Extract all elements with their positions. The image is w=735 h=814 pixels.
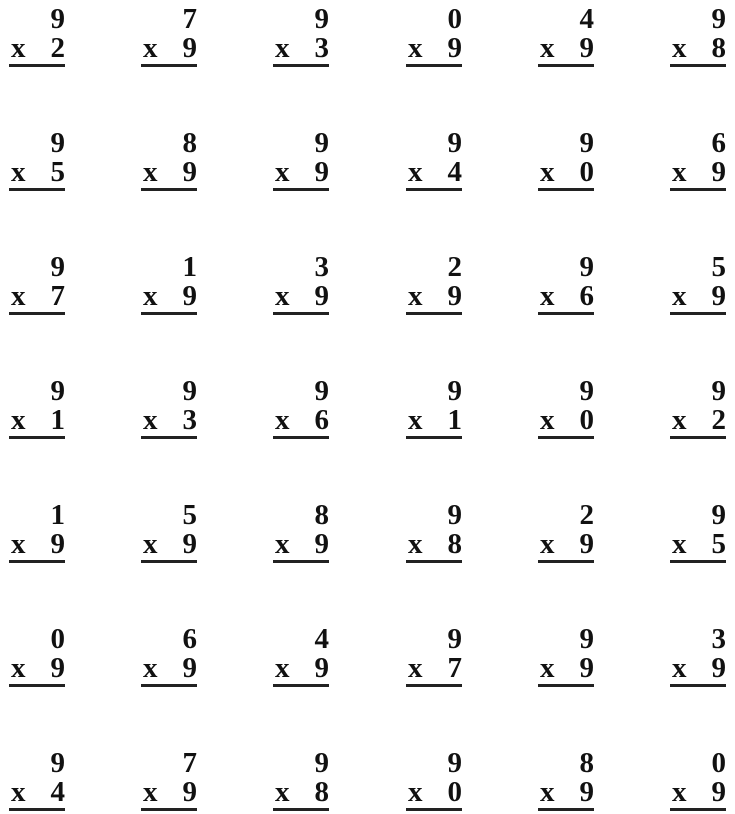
answer-line — [538, 560, 594, 563]
times-sign: x — [672, 528, 687, 560]
multiplier: 5 — [711, 528, 726, 560]
multiplier: 9 — [314, 652, 329, 684]
times-sign: x — [275, 652, 290, 684]
multiplier: 9 — [314, 528, 329, 560]
problem-r5-c3 — [273, 500, 329, 566]
times-sign: x — [11, 652, 26, 684]
multiplicand: 8 — [182, 127, 197, 159]
multiplier-line — [406, 157, 462, 187]
multiplier-line — [273, 405, 329, 435]
times-sign: x — [275, 156, 290, 188]
answer-line — [141, 188, 197, 191]
answer-line — [670, 436, 726, 439]
multiplier: 0 — [579, 404, 594, 436]
answer-line — [273, 312, 329, 315]
multiplicand: 9 — [314, 375, 329, 407]
multiplier: 9 — [711, 652, 726, 684]
multiplicand: 9 — [711, 3, 726, 35]
times-sign: x — [540, 280, 555, 312]
multiplier: 2 — [50, 32, 65, 64]
answer-line — [9, 188, 65, 191]
multiplier: 9 — [447, 32, 462, 64]
multiplier-line — [406, 281, 462, 311]
answer-line — [9, 560, 65, 563]
multiplier-line — [273, 33, 329, 63]
answer-line — [406, 312, 462, 315]
multiplicand: 9 — [579, 127, 594, 159]
times-sign: x — [275, 776, 290, 808]
multiplier-line — [9, 33, 65, 63]
problem-r3-c4 — [406, 252, 462, 318]
multiplicand: 9 — [314, 3, 329, 35]
multiplier: 4 — [447, 156, 462, 188]
problem-r2-c2 — [141, 128, 197, 194]
problem-r2-c6 — [670, 128, 726, 194]
multiplier-line — [406, 777, 462, 807]
problem-r7-c6 — [670, 748, 726, 814]
multiplicand: 0 — [711, 747, 726, 779]
answer-line — [273, 188, 329, 191]
multiplicand: 9 — [447, 375, 462, 407]
times-sign: x — [143, 528, 158, 560]
multiplier: 8 — [314, 776, 329, 808]
times-sign: x — [672, 156, 687, 188]
multiplier-line — [670, 777, 726, 807]
answer-line — [9, 436, 65, 439]
multiplier: 3 — [182, 404, 197, 436]
multiplier-line — [273, 653, 329, 683]
problem-r3-c3 — [273, 252, 329, 318]
multiplicand: 4 — [579, 3, 594, 35]
problem-r1-c5 — [538, 4, 594, 70]
multiplier: 9 — [711, 776, 726, 808]
times-sign: x — [540, 528, 555, 560]
multiplier-line — [9, 653, 65, 683]
times-sign: x — [275, 404, 290, 436]
answer-line — [538, 684, 594, 687]
multiplier: 9 — [579, 528, 594, 560]
problem-r6-c6 — [670, 624, 726, 690]
times-sign: x — [672, 280, 687, 312]
multiplier-line — [538, 405, 594, 435]
multiplier: 0 — [447, 776, 462, 808]
multiplier-line — [670, 405, 726, 435]
answer-line — [273, 560, 329, 563]
multiplicand: 9 — [182, 375, 197, 407]
times-sign: x — [11, 776, 26, 808]
answer-line — [141, 684, 197, 687]
times-sign: x — [143, 280, 158, 312]
multiplicand: 4 — [314, 623, 329, 655]
answer-line — [9, 808, 65, 811]
times-sign: x — [408, 280, 423, 312]
times-sign: x — [408, 156, 423, 188]
multiplier: 9 — [182, 528, 197, 560]
multiplicand: 7 — [182, 747, 197, 779]
multiplicand: 9 — [711, 375, 726, 407]
answer-line — [670, 312, 726, 315]
answer-line — [538, 808, 594, 811]
problem-r4-c3 — [273, 376, 329, 442]
multiplicand: 9 — [579, 375, 594, 407]
multiplier: 3 — [314, 32, 329, 64]
multiplier: 8 — [711, 32, 726, 64]
times-sign: x — [408, 528, 423, 560]
multiplier: 9 — [711, 156, 726, 188]
times-sign: x — [672, 776, 687, 808]
multiplier-line — [670, 281, 726, 311]
answer-line — [406, 436, 462, 439]
multiplicand: 9 — [447, 747, 462, 779]
times-sign: x — [11, 156, 26, 188]
multiplicand: 9 — [447, 623, 462, 655]
problem-r7-c2 — [141, 748, 197, 814]
answer-line — [273, 64, 329, 67]
multiplier-line — [670, 157, 726, 187]
multiplier: 5 — [50, 156, 65, 188]
multiplier-line — [141, 653, 197, 683]
multiplier-line — [538, 777, 594, 807]
answer-line — [406, 188, 462, 191]
problem-r7-c3 — [273, 748, 329, 814]
multiplier-line — [538, 653, 594, 683]
problem-r7-c1 — [9, 748, 65, 814]
multiplicand: 3 — [314, 251, 329, 283]
multiplier-line — [141, 157, 197, 187]
times-sign: x — [11, 404, 26, 436]
multiplicand: 9 — [447, 127, 462, 159]
multiplier-line — [9, 281, 65, 311]
times-sign: x — [540, 156, 555, 188]
problem-r1-c1 — [9, 4, 65, 70]
multiplier: 9 — [50, 652, 65, 684]
multiplicand: 6 — [182, 623, 197, 655]
problem-r1-c6 — [670, 4, 726, 70]
times-sign: x — [672, 32, 687, 64]
times-sign: x — [11, 528, 26, 560]
multiplier-line — [406, 653, 462, 683]
problem-r5-c6 — [670, 500, 726, 566]
multiplier-line — [538, 281, 594, 311]
times-sign: x — [408, 404, 423, 436]
answer-line — [670, 684, 726, 687]
times-sign: x — [672, 652, 687, 684]
multiplier: 9 — [711, 280, 726, 312]
answer-line — [141, 436, 197, 439]
multiplicand: 9 — [314, 747, 329, 779]
multiplier-line — [406, 33, 462, 63]
multiplier: 6 — [579, 280, 594, 312]
multiplier-line — [538, 33, 594, 63]
multiplicand: 9 — [579, 623, 594, 655]
multiplier-line — [273, 529, 329, 559]
answer-line — [670, 64, 726, 67]
answer-line — [406, 808, 462, 811]
multiplier: 9 — [50, 528, 65, 560]
multiplier-line — [141, 405, 197, 435]
problem-r4-c2 — [141, 376, 197, 442]
multiplicand: 9 — [50, 747, 65, 779]
multiplier-line — [9, 405, 65, 435]
times-sign: x — [275, 528, 290, 560]
problem-r2-c4 — [406, 128, 462, 194]
problem-r6-c3 — [273, 624, 329, 690]
problem-r7-c4 — [406, 748, 462, 814]
answer-line — [273, 684, 329, 687]
answer-line — [406, 64, 462, 67]
answer-line — [273, 436, 329, 439]
multiplicand: 9 — [314, 127, 329, 159]
multiplicand: 3 — [711, 623, 726, 655]
times-sign: x — [143, 652, 158, 684]
multiplier: 8 — [447, 528, 462, 560]
multiplicand: 1 — [50, 499, 65, 531]
multiplier: 9 — [182, 156, 197, 188]
multiplier: 9 — [579, 776, 594, 808]
problem-r4-c5 — [538, 376, 594, 442]
multiplicand: 2 — [579, 499, 594, 531]
multiplier: 9 — [182, 32, 197, 64]
multiplicand: 9 — [50, 375, 65, 407]
times-sign: x — [275, 280, 290, 312]
multiplicand: 9 — [711, 499, 726, 531]
multiplier-line — [670, 33, 726, 63]
problem-r7-c5 — [538, 748, 594, 814]
problem-r2-c3 — [273, 128, 329, 194]
multiplier: 9 — [182, 776, 197, 808]
problem-r4-c4 — [406, 376, 462, 442]
times-sign: x — [143, 404, 158, 436]
times-sign: x — [540, 32, 555, 64]
answer-line — [538, 188, 594, 191]
problem-r3-c1 — [9, 252, 65, 318]
multiplicand: 9 — [447, 499, 462, 531]
multiplicand: 2 — [447, 251, 462, 283]
problem-r3-c6 — [670, 252, 726, 318]
problem-r5-c1 — [9, 500, 65, 566]
multiplier-line — [273, 281, 329, 311]
multiplier-line — [406, 405, 462, 435]
multiplier: 9 — [579, 32, 594, 64]
times-sign: x — [143, 156, 158, 188]
multiplicand: 9 — [50, 3, 65, 35]
answer-line — [141, 312, 197, 315]
multiplier-line — [141, 33, 197, 63]
problem-r5-c4 — [406, 500, 462, 566]
multiplicand: 8 — [579, 747, 594, 779]
multiplier-line — [141, 281, 197, 311]
multiplier-line — [9, 529, 65, 559]
multiplier-line — [538, 529, 594, 559]
multiplier-line — [406, 529, 462, 559]
times-sign: x — [11, 280, 26, 312]
problem-r2-c5 — [538, 128, 594, 194]
times-sign: x — [143, 32, 158, 64]
problem-r4-c1 — [9, 376, 65, 442]
multiplier: 9 — [314, 156, 329, 188]
times-sign: x — [408, 32, 423, 64]
problem-r6-c1 — [9, 624, 65, 690]
answer-line — [9, 684, 65, 687]
times-sign: x — [11, 32, 26, 64]
answer-line — [9, 312, 65, 315]
answer-line — [406, 684, 462, 687]
multiplicand: 7 — [182, 3, 197, 35]
problem-r3-c2 — [141, 252, 197, 318]
problem-r2-c1 — [9, 128, 65, 194]
multiplier-line — [141, 777, 197, 807]
times-sign: x — [540, 652, 555, 684]
answer-line — [538, 312, 594, 315]
answer-line — [670, 808, 726, 811]
problem-r5-c2 — [141, 500, 197, 566]
problem-r1-c4 — [406, 4, 462, 70]
problem-r5-c5 — [538, 500, 594, 566]
answer-line — [406, 560, 462, 563]
times-sign: x — [408, 652, 423, 684]
times-sign: x — [540, 404, 555, 436]
answer-line — [538, 64, 594, 67]
answer-line — [273, 808, 329, 811]
multiplier: 4 — [50, 776, 65, 808]
answer-line — [141, 64, 197, 67]
multiplier-line — [670, 653, 726, 683]
multiplicand: 5 — [182, 499, 197, 531]
multiplicand: 0 — [447, 3, 462, 35]
answer-line — [141, 808, 197, 811]
multiplicand: 5 — [711, 251, 726, 283]
multiplier-line — [273, 157, 329, 187]
multiplicand: 9 — [579, 251, 594, 283]
multiplier: 7 — [50, 280, 65, 312]
problem-r3-c5 — [538, 252, 594, 318]
multiplier-line — [141, 529, 197, 559]
multiplier: 1 — [50, 404, 65, 436]
multiplier: 9 — [314, 280, 329, 312]
problem-r6-c4 — [406, 624, 462, 690]
multiplier: 1 — [447, 404, 462, 436]
multiplier-line — [9, 157, 65, 187]
times-sign: x — [275, 32, 290, 64]
multiplier: 9 — [182, 280, 197, 312]
answer-line — [141, 560, 197, 563]
multiplier: 2 — [711, 404, 726, 436]
problem-r1-c2 — [141, 4, 197, 70]
times-sign: x — [143, 776, 158, 808]
multiplicand: 0 — [50, 623, 65, 655]
answer-line — [670, 188, 726, 191]
multiplicand: 6 — [711, 127, 726, 159]
times-sign: x — [540, 776, 555, 808]
multiplier: 7 — [447, 652, 462, 684]
times-sign: x — [408, 776, 423, 808]
problem-r6-c2 — [141, 624, 197, 690]
multiplier-line — [9, 777, 65, 807]
multiplicand: 8 — [314, 499, 329, 531]
multiplier: 6 — [314, 404, 329, 436]
answer-line — [670, 560, 726, 563]
multiplier-line — [273, 777, 329, 807]
problem-r1-c3 — [273, 4, 329, 70]
multiplicand: 1 — [182, 251, 197, 283]
problem-r4-c6 — [670, 376, 726, 442]
multiplier: 9 — [579, 652, 594, 684]
multiplicand: 9 — [50, 251, 65, 283]
multiplier-line — [670, 529, 726, 559]
answer-line — [9, 64, 65, 67]
times-sign: x — [672, 404, 687, 436]
problem-r6-c5 — [538, 624, 594, 690]
multiplier: 9 — [182, 652, 197, 684]
multiplier: 0 — [579, 156, 594, 188]
answer-line — [538, 436, 594, 439]
multiplier: 9 — [447, 280, 462, 312]
multiplicand: 9 — [50, 127, 65, 159]
multiplier-line — [538, 157, 594, 187]
